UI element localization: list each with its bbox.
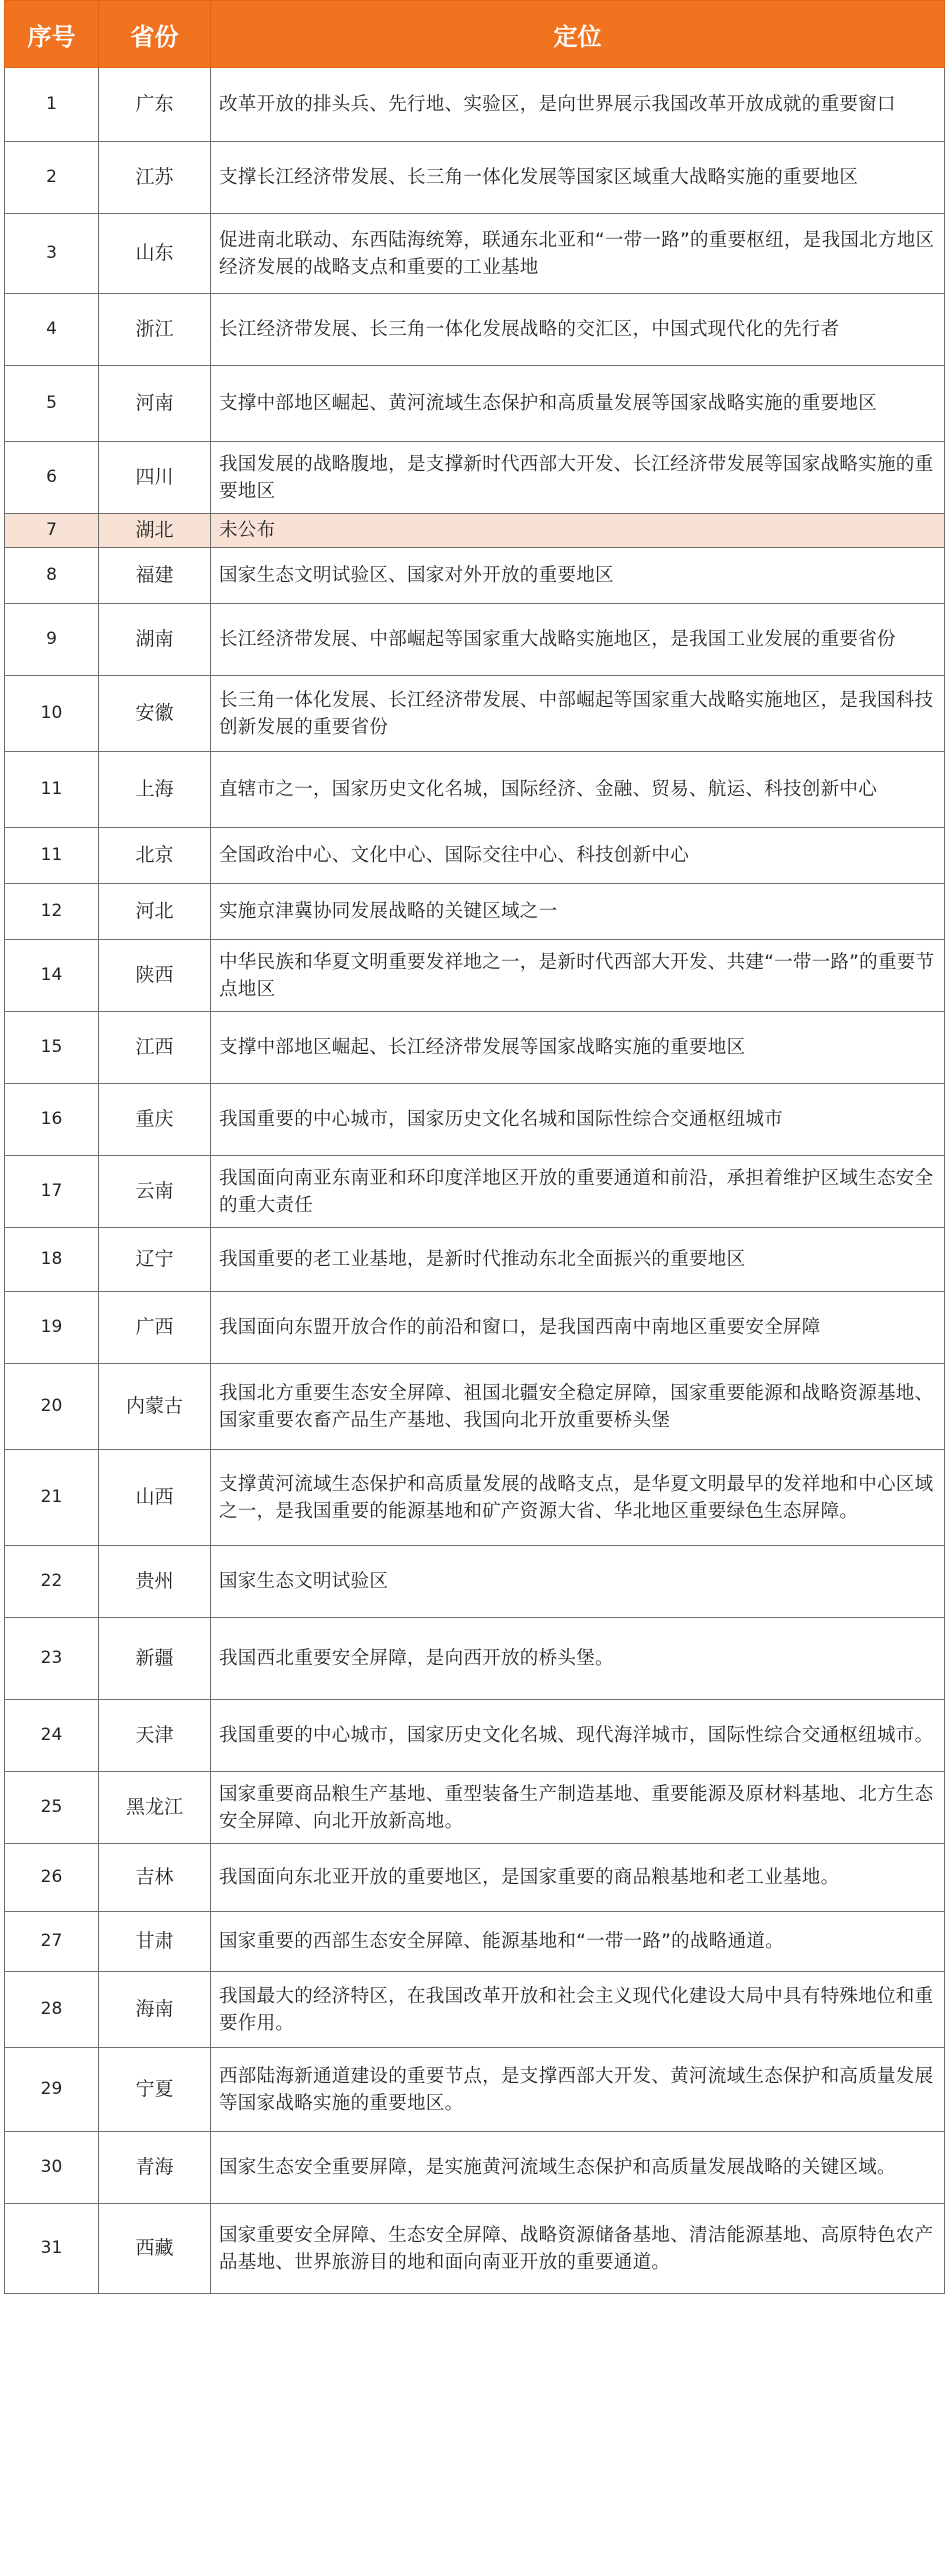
table-row (5, 1844, 945, 1912)
table-row (5, 1228, 945, 1292)
table-row (5, 1772, 945, 1844)
row-num-cell: 1 (5, 68, 99, 142)
row-description-cell: 支撑中部地区崛起、黄河流域生态保护和高质量发展等国家战略实施的重要地区 (211, 366, 945, 442)
row-province-cell: 江苏 (99, 142, 211, 214)
row-description-cell: 我国重要的中心城市，国家历史文化名城和国际性综合交通枢纽城市 (211, 1084, 945, 1156)
row-description-cell: 我国西北重要安全屏障，是向西开放的桥头堡。 (211, 1618, 945, 1700)
table-row (5, 1912, 945, 1972)
row-description-cell: 我国最大的经济特区，在我国改革开放和社会主义现代化建设大局中具有特殊地位和重要作用。 (211, 1972, 945, 2048)
row-description-cell: 国家生态安全重要屏障，是实施黄河流域生态保护和高质量发展战略的关键区域。 (211, 2132, 945, 2204)
row-num-cell: 4 (5, 294, 99, 366)
row-province-cell: 陕西 (99, 940, 211, 1012)
table-row (5, 68, 945, 142)
row-description-cell: 支撑中部地区崛起、长江经济带发展等国家战略实施的重要地区 (211, 1012, 945, 1084)
row-num-cell: 11 (5, 752, 99, 828)
table-row (5, 214, 945, 294)
header-province: 省份 (99, 1, 211, 68)
table-row (5, 884, 945, 940)
row-description-cell: 直辖市之一，国家历史文化名城，国际经济、金融、贸易、航运、科技创新中心 (211, 752, 945, 828)
row-num-cell: 30 (5, 2132, 99, 2204)
header-num: 序号 (5, 1, 99, 68)
row-province-cell: 吉林 (99, 1844, 211, 1912)
row-num-cell: 15 (5, 1012, 99, 1084)
row-description-cell: 我国重要的老工业基地，是新时代推动东北全面振兴的重要地区 (211, 1228, 945, 1292)
row-province-cell: 宁夏 (99, 2048, 211, 2132)
row-province-cell: 江西 (99, 1012, 211, 1084)
row-num-cell: 3 (5, 214, 99, 294)
row-description-cell: 长江经济带发展、中部崛起等国家重大战略实施地区，是我国工业发展的重要省份 (211, 604, 945, 676)
row-province-cell: 福建 (99, 548, 211, 604)
row-num-cell: 18 (5, 1228, 99, 1292)
row-num-cell: 24 (5, 1700, 99, 1772)
table-row (5, 1292, 945, 1364)
row-num-cell: 28 (5, 1972, 99, 2048)
row-num-cell: 23 (5, 1618, 99, 1700)
table-row (5, 1700, 945, 1772)
province-positioning-table (4, 0, 945, 2294)
table-row (5, 1084, 945, 1156)
table-row (5, 604, 945, 676)
row-description-cell: 支撑长江经济带发展、长三角一体化发展等国家区域重大战略实施的重要地区 (211, 142, 945, 214)
row-province-cell: 湖南 (99, 604, 211, 676)
row-num-cell: 12 (5, 884, 99, 940)
row-description-cell: 长三角一体化发展、长江经济带发展、中部崛起等国家重大战略实施地区，是我国科技创新发展的重要省份 (211, 676, 945, 752)
row-description-cell: 我国发展的战略腹地，是支撑新时代西部大开发、长江经济带发展等国家战略实施的重要地区 (211, 442, 945, 514)
row-province-cell: 青海 (99, 2132, 211, 2204)
row-num-cell: 25 (5, 1772, 99, 1844)
table-row (5, 828, 945, 884)
row-num-cell: 10 (5, 676, 99, 752)
row-province-cell: 重庆 (99, 1084, 211, 1156)
row-num-cell: 26 (5, 1844, 99, 1912)
row-num-cell: 5 (5, 366, 99, 442)
table-row (5, 1618, 945, 1700)
table-row (5, 676, 945, 752)
table-row (5, 1012, 945, 1084)
table-row (5, 2132, 945, 2204)
row-num-cell: 20 (5, 1364, 99, 1450)
row-province-cell: 黑龙江 (99, 1772, 211, 1844)
table-row (5, 366, 945, 442)
row-description-cell: 未公布 (211, 514, 945, 548)
row-num-cell: 8 (5, 548, 99, 604)
table-row (5, 514, 945, 548)
row-description-cell: 西部陆海新通道建设的重要节点，是支撑西部大开发、黄河流域生态保护和高质量发展等国家战略实施的重要地区。 (211, 2048, 945, 2132)
row-description-cell: 我国面向南亚东南亚和环印度洋地区开放的重要通道和前沿，承担着维护区域生态安全的重大责任 (211, 1156, 945, 1228)
row-province-cell: 甘肃 (99, 1912, 211, 1972)
row-province-cell: 湖北 (99, 514, 211, 548)
table-row (5, 142, 945, 214)
row-num-cell: 29 (5, 2048, 99, 2132)
table-row (5, 1450, 945, 1546)
row-province-cell: 海南 (99, 1972, 211, 2048)
row-province-cell: 山西 (99, 1450, 211, 1546)
row-province-cell: 云南 (99, 1156, 211, 1228)
table-row (5, 752, 945, 828)
table-row (5, 1546, 945, 1618)
row-description-cell: 国家重要商品粮生产基地、重型装备生产制造基地、重要能源及原材料基地、北方生态安全屏障、向北开放新高地。 (211, 1772, 945, 1844)
row-description-cell: 我国北方重要生态安全屏障、祖国北疆安全稳定屏障，国家重要能源和战略资源基地、国家重要农畜产品生产基地、我国向北开放重要桥头堡 (211, 1364, 945, 1450)
row-num-cell: 11 (5, 828, 99, 884)
row-province-cell: 浙江 (99, 294, 211, 366)
row-num-cell: 21 (5, 1450, 99, 1546)
row-province-cell: 广东 (99, 68, 211, 142)
row-num-cell: 7 (5, 514, 99, 548)
row-num-cell: 6 (5, 442, 99, 514)
table-row (5, 442, 945, 514)
row-num-cell: 31 (5, 2204, 99, 2294)
row-province-cell: 天津 (99, 1700, 211, 1772)
table-row (5, 1156, 945, 1228)
row-description-cell: 促进南北联动、东西陆海统筹，联通东北亚和“一带一路”的重要枢纽，是我国北方地区经济发展的战略支点和重要的工业基地 (211, 214, 945, 294)
row-province-cell: 上海 (99, 752, 211, 828)
table-header-row (5, 1, 945, 68)
row-description-cell: 国家生态文明试验区、国家对外开放的重要地区 (211, 548, 945, 604)
row-description-cell: 中华民族和华夏文明重要发祥地之一，是新时代西部大开发、共建“一带一路”的重要节点地区 (211, 940, 945, 1012)
row-num-cell: 22 (5, 1546, 99, 1618)
table-row (5, 940, 945, 1012)
row-num-cell: 27 (5, 1912, 99, 1972)
table-row (5, 2204, 945, 2294)
table-row (5, 294, 945, 366)
row-province-cell: 广西 (99, 1292, 211, 1364)
table-row (5, 1972, 945, 2048)
row-province-cell: 河南 (99, 366, 211, 442)
row-province-cell: 辽宁 (99, 1228, 211, 1292)
row-province-cell: 山东 (99, 214, 211, 294)
row-description-cell: 改革开放的排头兵、先行地、实验区，是向世界展示我国改革开放成就的重要窗口 (211, 68, 945, 142)
row-description-cell: 我国面向东北亚开放的重要地区，是国家重要的商品粮基地和老工业基地。 (211, 1844, 945, 1912)
row-province-cell: 内蒙古 (99, 1364, 211, 1450)
row-description-cell: 支撑黄河流域生态保护和高质量发展的战略支点，是华夏文明最早的发祥地和中心区域之一，是我国重要的能源基地和矿产资源大省、华北地区重要绿色生态屏障。 (211, 1450, 945, 1546)
row-num-cell: 14 (5, 940, 99, 1012)
row-description-cell: 国家生态文明试验区 (211, 1546, 945, 1618)
row-description-cell: 我国面向东盟开放合作的前沿和窗口，是我国西南中南地区重要安全屏障 (211, 1292, 945, 1364)
row-description-cell: 实施京津冀协同发展战略的关键区域之一 (211, 884, 945, 940)
row-num-cell: 17 (5, 1156, 99, 1228)
row-province-cell: 新疆 (99, 1618, 211, 1700)
header-position: 定位 (211, 1, 945, 68)
row-description-cell: 全国政治中心、文化中心、国际交往中心、科技创新中心 (211, 828, 945, 884)
row-province-cell: 北京 (99, 828, 211, 884)
row-province-cell: 河北 (99, 884, 211, 940)
row-num-cell: 16 (5, 1084, 99, 1156)
row-description-cell: 国家重要安全屏障、生态安全屏障、战略资源储备基地、清洁能源基地、高原特色农产品基地、世界旅游目的地和面向南亚开放的重要通道。 (211, 2204, 945, 2294)
table-row (5, 548, 945, 604)
row-num-cell: 9 (5, 604, 99, 676)
row-province-cell: 贵州 (99, 1546, 211, 1618)
table-row (5, 2048, 945, 2132)
row-description-cell: 国家重要的西部生态安全屏障、能源基地和“一带一路”的战略通道。 (211, 1912, 945, 1972)
row-province-cell: 四川 (99, 442, 211, 514)
row-province-cell: 安徽 (99, 676, 211, 752)
row-description-cell: 我国重要的中心城市，国家历史文化名城、现代海洋城市，国际性综合交通枢纽城市。 (211, 1700, 945, 1772)
row-num-cell: 19 (5, 1292, 99, 1364)
row-num-cell: 2 (5, 142, 99, 214)
row-description-cell: 长江经济带发展、长三角一体化发展战略的交汇区，中国式现代化的先行者 (211, 294, 945, 366)
table-row (5, 1364, 945, 1450)
row-province-cell: 西藏 (99, 2204, 211, 2294)
